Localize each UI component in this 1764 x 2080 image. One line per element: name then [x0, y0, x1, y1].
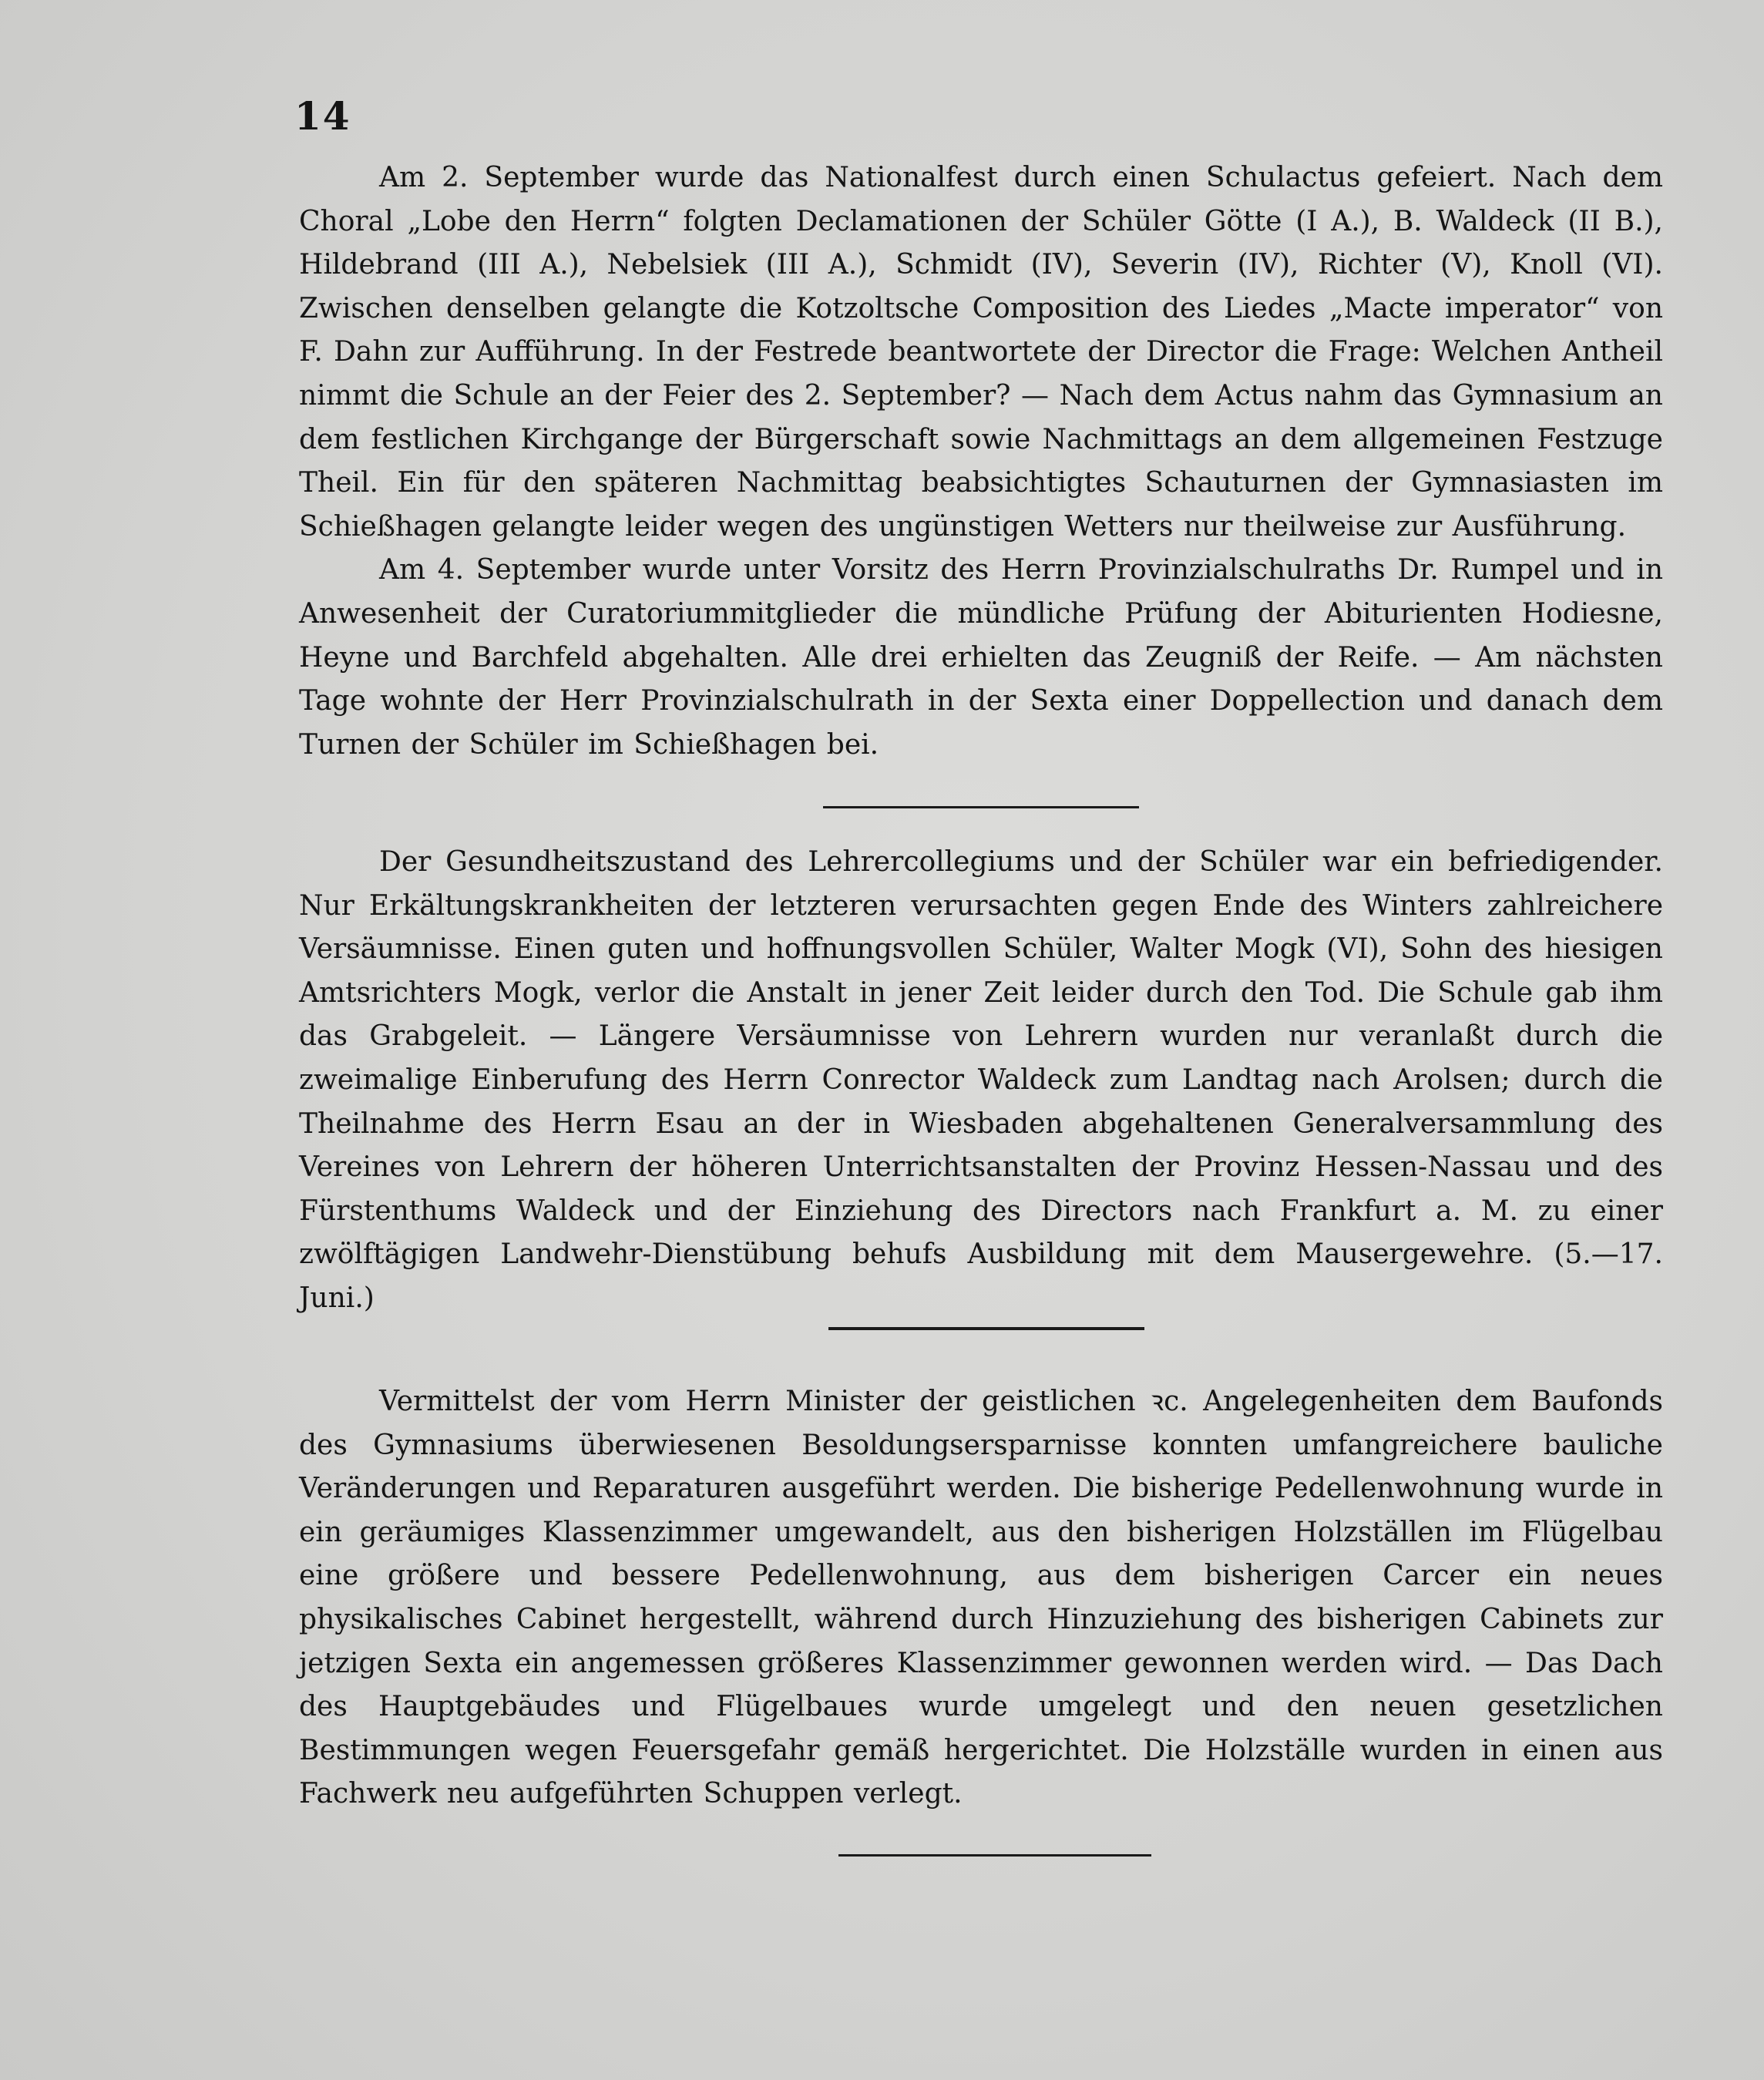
- page-number: 14: [294, 93, 351, 139]
- section-divider: [823, 806, 1139, 808]
- paragraph-health-status: Der Gesundheitszustand des Lehrercollegiums und der Schüler war ein befriedigender. Nur Erkältungskrankheiten der letzteren verursachten gegen Ende des Winters zahlreichere Versäumnisse. Einen guten und hoffnungsvollen Schüler, Walter Mogk (VI), Sohn des hiesigen Amtsrichters Mogk, verlor die Anstalt in jener Zeit leider durch den Tod. Die Schule gab ihm das Grabgeleit. — Längere Versäumnisse von Lehrern wurden nur veranlaßt durch die zweimalige Einberufung des Herrn Conrector Waldeck zum Landtag nach Arolsen; durch die Theilnahme des Herrn Esau an der in Wiesbaden abgehaltenen Generalversammlung des Vereines von Lehrern der höheren Unterrichtsanstalten der Provinz Hessen-Nassau und des Fürstenthums Waldeck und der Einziehung des Directors nach Frankfurt a. M. zu einer zwölftägigen Landwehr-Dienstübung behufs Ausbildung mit dem Mausergewehre. (5.—17. Juni.): [299, 846, 1663, 1314]
- section-divider: [838, 1854, 1151, 1857]
- paragraph-building-changes: Vermittelst der vom Herrn Minister der geistlichen ꝛc. Angelegenheiten dem Baufonds des Gymnasiums überwiesenen Besoldungsersparnisse konnten umfangreichere bauliche Veränderungen und Reparaturen ausgeführt werden. Die bisherige Pedellenwohnung wurde in ein geräumiges Klassenzimmer umgewandelt, aus den bisherigen Holzställen im Flügelbau eine größere und bessere Pedellenwohnung, aus dem bisherigen Carcer ein neues physikalisches Cabinet hergestellt, während durch Hinzuziehung des bisherigen Cabinets zur jetzigen Sexta ein angemessen größeres Klassenzimmer gewonnen werden wird. — Das Dach des Hauptgebäudes und Flügelbaues wurde umgelegt und den neuen gesetzlichen Bestimmungen wegen Feuersgefahr gemäß hergerichtet. Die Holzställe wurden in einen aus Fachwerk neu aufgeführten Schuppen verlegt.: [299, 1386, 1663, 1810]
- paragraph-national-festival: Am 2. September wurde das Nationalfest durch einen Schulactus gefeiert. Nach dem Choral „Lobe den Herrn“ folgten Declamationen der Schüler Götte (I A.), B. Waldeck (II B.), Hildebrand (III A.), Nebelsiek (III A.), Schmidt (IV), Severin (IV), Richter (V), Knoll (VI). Zwischen denselben gelangte die Kotzoltsche Composition des Liedes „Macte imperator“ von F. Dahn zur Aufführung. In der Festrede beantwortete der Director die Frage: Welchen Antheil nimmt die Schule an der Feier des 2. September? — Nach dem Actus nahm das Gymnasium an dem festlichen Kirchgange der Bürgerschaft sowie Nachmittags an dem allgemeinen Festzuge Theil. Ein für den späteren Nachmittag beabsichtigtes Schauturnen der Gymnasiasten im Schießhagen gelangte leider wegen des ungünstigen Wetters nur theilweise zur Ausführung.: [299, 162, 1663, 543]
- section-building: [299, 1380, 1663, 1816]
- section-divider: [828, 1327, 1144, 1330]
- section-september-events: [299, 156, 1663, 767]
- paragraph-abitur-examination: Am 4. September wurde unter Vorsitz des Herrn Provinzialschulraths Dr. Rumpel und in Anwesenheit der Curatoriummitglieder die mündliche Prüfung der Abiturienten Hodiesne, Heyne und Barchfeld abgehalten. Alle drei erhielten das Zeugniß der Reife. — Am nächsten Tage wohnte der Herr Provinzialschulrath in der Sexta einer Doppellection und danach dem Turnen der Schüler im Schießhagen bei.: [299, 554, 1663, 761]
- section-health: [299, 841, 1663, 1321]
